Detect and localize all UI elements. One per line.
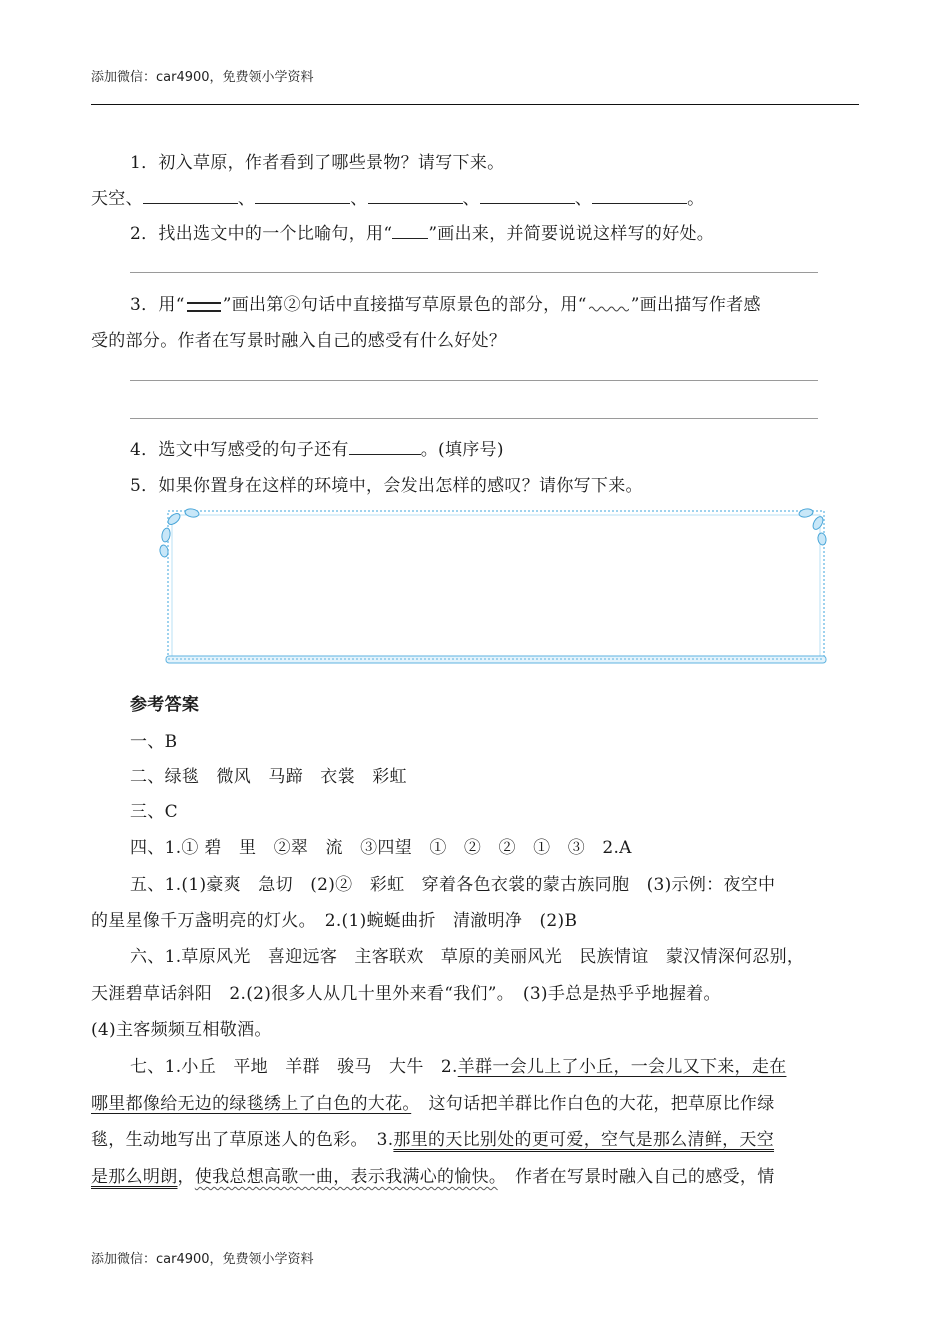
question-1-blanks xyxy=(91,184,704,209)
answer-box-inner-border xyxy=(172,515,820,657)
answer-3: 三、C xyxy=(130,802,178,822)
page-header: 添加微信：car4900，免费领小学资料 xyxy=(91,70,314,85)
q2-text-b: ”画出来，并简要说说这样写的好处。 xyxy=(428,224,715,244)
wavy-underline-sample xyxy=(589,303,629,313)
a7-text-1a: 七、1.小丘 平地 羊群 骏马 大牛 2. xyxy=(130,1057,458,1077)
answer-blank-3[interactable] xyxy=(368,189,463,204)
q1-sep-1: 、 xyxy=(237,189,256,209)
answer-7-line-1 xyxy=(130,1052,786,1077)
header-divider xyxy=(91,104,859,105)
answers-title: 参考答案 xyxy=(130,695,200,715)
answer-line-q2[interactable] xyxy=(130,272,818,273)
q2-text-a: 2．找出选文中的一个比喻句，用“ xyxy=(130,224,393,244)
answer-blank-1[interactable] xyxy=(143,189,238,204)
answer-blank-2[interactable] xyxy=(255,189,350,204)
answer-5-line-2: 的星星像千万盏明亮的灯火。 2.(1)蜿蜒曲折 清澈明净 (2)B xyxy=(91,911,578,931)
q4-text-b: 。(填序号) xyxy=(420,440,504,460)
leaf-icon xyxy=(159,508,200,558)
page-footer: 添加微信：car4900，免费领小学资料 xyxy=(91,1252,314,1267)
answer-6-line-1: 六、1.草原风光 喜迎远客 主客联欢 草原的美丽风光 民族情谊 蒙汉情深何忍别， xyxy=(130,947,805,967)
answer-line-q3-1[interactable] xyxy=(130,380,818,381)
a7-text-2b: 这句话把羊群比作白色的大花，把草原比作绿 xyxy=(411,1094,775,1114)
question-3-line-1 xyxy=(130,290,761,315)
q1-sep-3: 、 xyxy=(462,189,480,209)
a7-text-3a: 毯，生动地写出了草原迷人的色彩。 3. xyxy=(91,1130,394,1150)
answer-blank-q4[interactable] xyxy=(349,440,421,455)
answer-blank-5[interactable] xyxy=(592,189,687,204)
answer-5-line-1: 五、1.(1)豪爽 急切 (2)② 彩虹 穿着各色衣裳的蒙古族同胞 (3)示例：夜空中 xyxy=(130,875,776,895)
leaf-icon xyxy=(798,508,827,546)
answer-6-line-2: 天涯碧草话斜阳 2.(2)很多人从几十里外来看“我们”。 (3)手总是热乎乎地握着。 xyxy=(91,984,721,1004)
answer-2: 二、绿毯 微风 马蹄 衣裳 彩虹 xyxy=(130,767,407,787)
answer-box[interactable] xyxy=(158,505,830,667)
a7-comma: ， xyxy=(177,1167,195,1187)
q3-text-a: 3．用“ xyxy=(130,295,185,315)
q1-end: 。 xyxy=(687,189,705,209)
q1-sep-4: 、 xyxy=(574,189,593,209)
answer-7-line-2 xyxy=(91,1089,775,1114)
answer-blank-4[interactable] xyxy=(480,189,575,204)
q3-text-b: ”画出第②句话中直接描写草原景色的部分，用“ xyxy=(222,295,587,315)
a7-underlined-2: 哪里都像给无边的绿毯绣上了白色的大花。 xyxy=(91,1094,412,1114)
question-4 xyxy=(130,435,504,460)
question-5: 5．如果你置身在这样的环境中，会发出怎样的感叹？请你写下来。 xyxy=(130,476,643,496)
answer-1: 一、B xyxy=(130,732,178,752)
a7-double-underlined-4: 是那么明朗 xyxy=(91,1167,178,1187)
question-1: 1．初入草原，作者看到了哪些景物？请写下来。 xyxy=(130,153,505,173)
q1-prefix: 天空、 xyxy=(91,189,143,209)
straight-underline-sample xyxy=(392,228,428,239)
q1-sep-2: 、 xyxy=(350,189,368,209)
a7-wavy-underlined-4: 使我总想高歌一曲，表示我满心的愉快。 xyxy=(194,1167,498,1187)
answer-7-line-3 xyxy=(91,1125,774,1150)
question-2 xyxy=(130,219,714,244)
question-3-line-2: 受的部分。作者在写景时融入自己的感受有什么好处？ xyxy=(91,331,507,351)
double-underline-sample xyxy=(187,302,221,312)
answer-6-line-3: (4)主客频频互相敬酒。 xyxy=(91,1020,272,1040)
answer-7-line-4 xyxy=(91,1162,775,1187)
q4-text-a: 4．选文中写感受的句子还有 xyxy=(130,440,349,460)
a7-underlined-1: 羊群一会儿上了小丘，一会儿又下来，走在 xyxy=(457,1057,787,1077)
a7-text-4d: 作者在写景时融入自己的感受，情 xyxy=(497,1167,775,1187)
answer-4: 四、1.① 碧 里 ②翠 流 ③四望 ① ② ② ① ③ 2.A xyxy=(130,838,632,858)
a7-double-underlined-3: 那里的天比别处的更可爱，空气是那么清鲜，天空 xyxy=(393,1130,775,1150)
q3-text-c: ”画出描写作者感 xyxy=(630,295,761,315)
answer-line-q3-2[interactable] xyxy=(130,418,818,419)
answer-box-dotted-border xyxy=(168,511,824,661)
